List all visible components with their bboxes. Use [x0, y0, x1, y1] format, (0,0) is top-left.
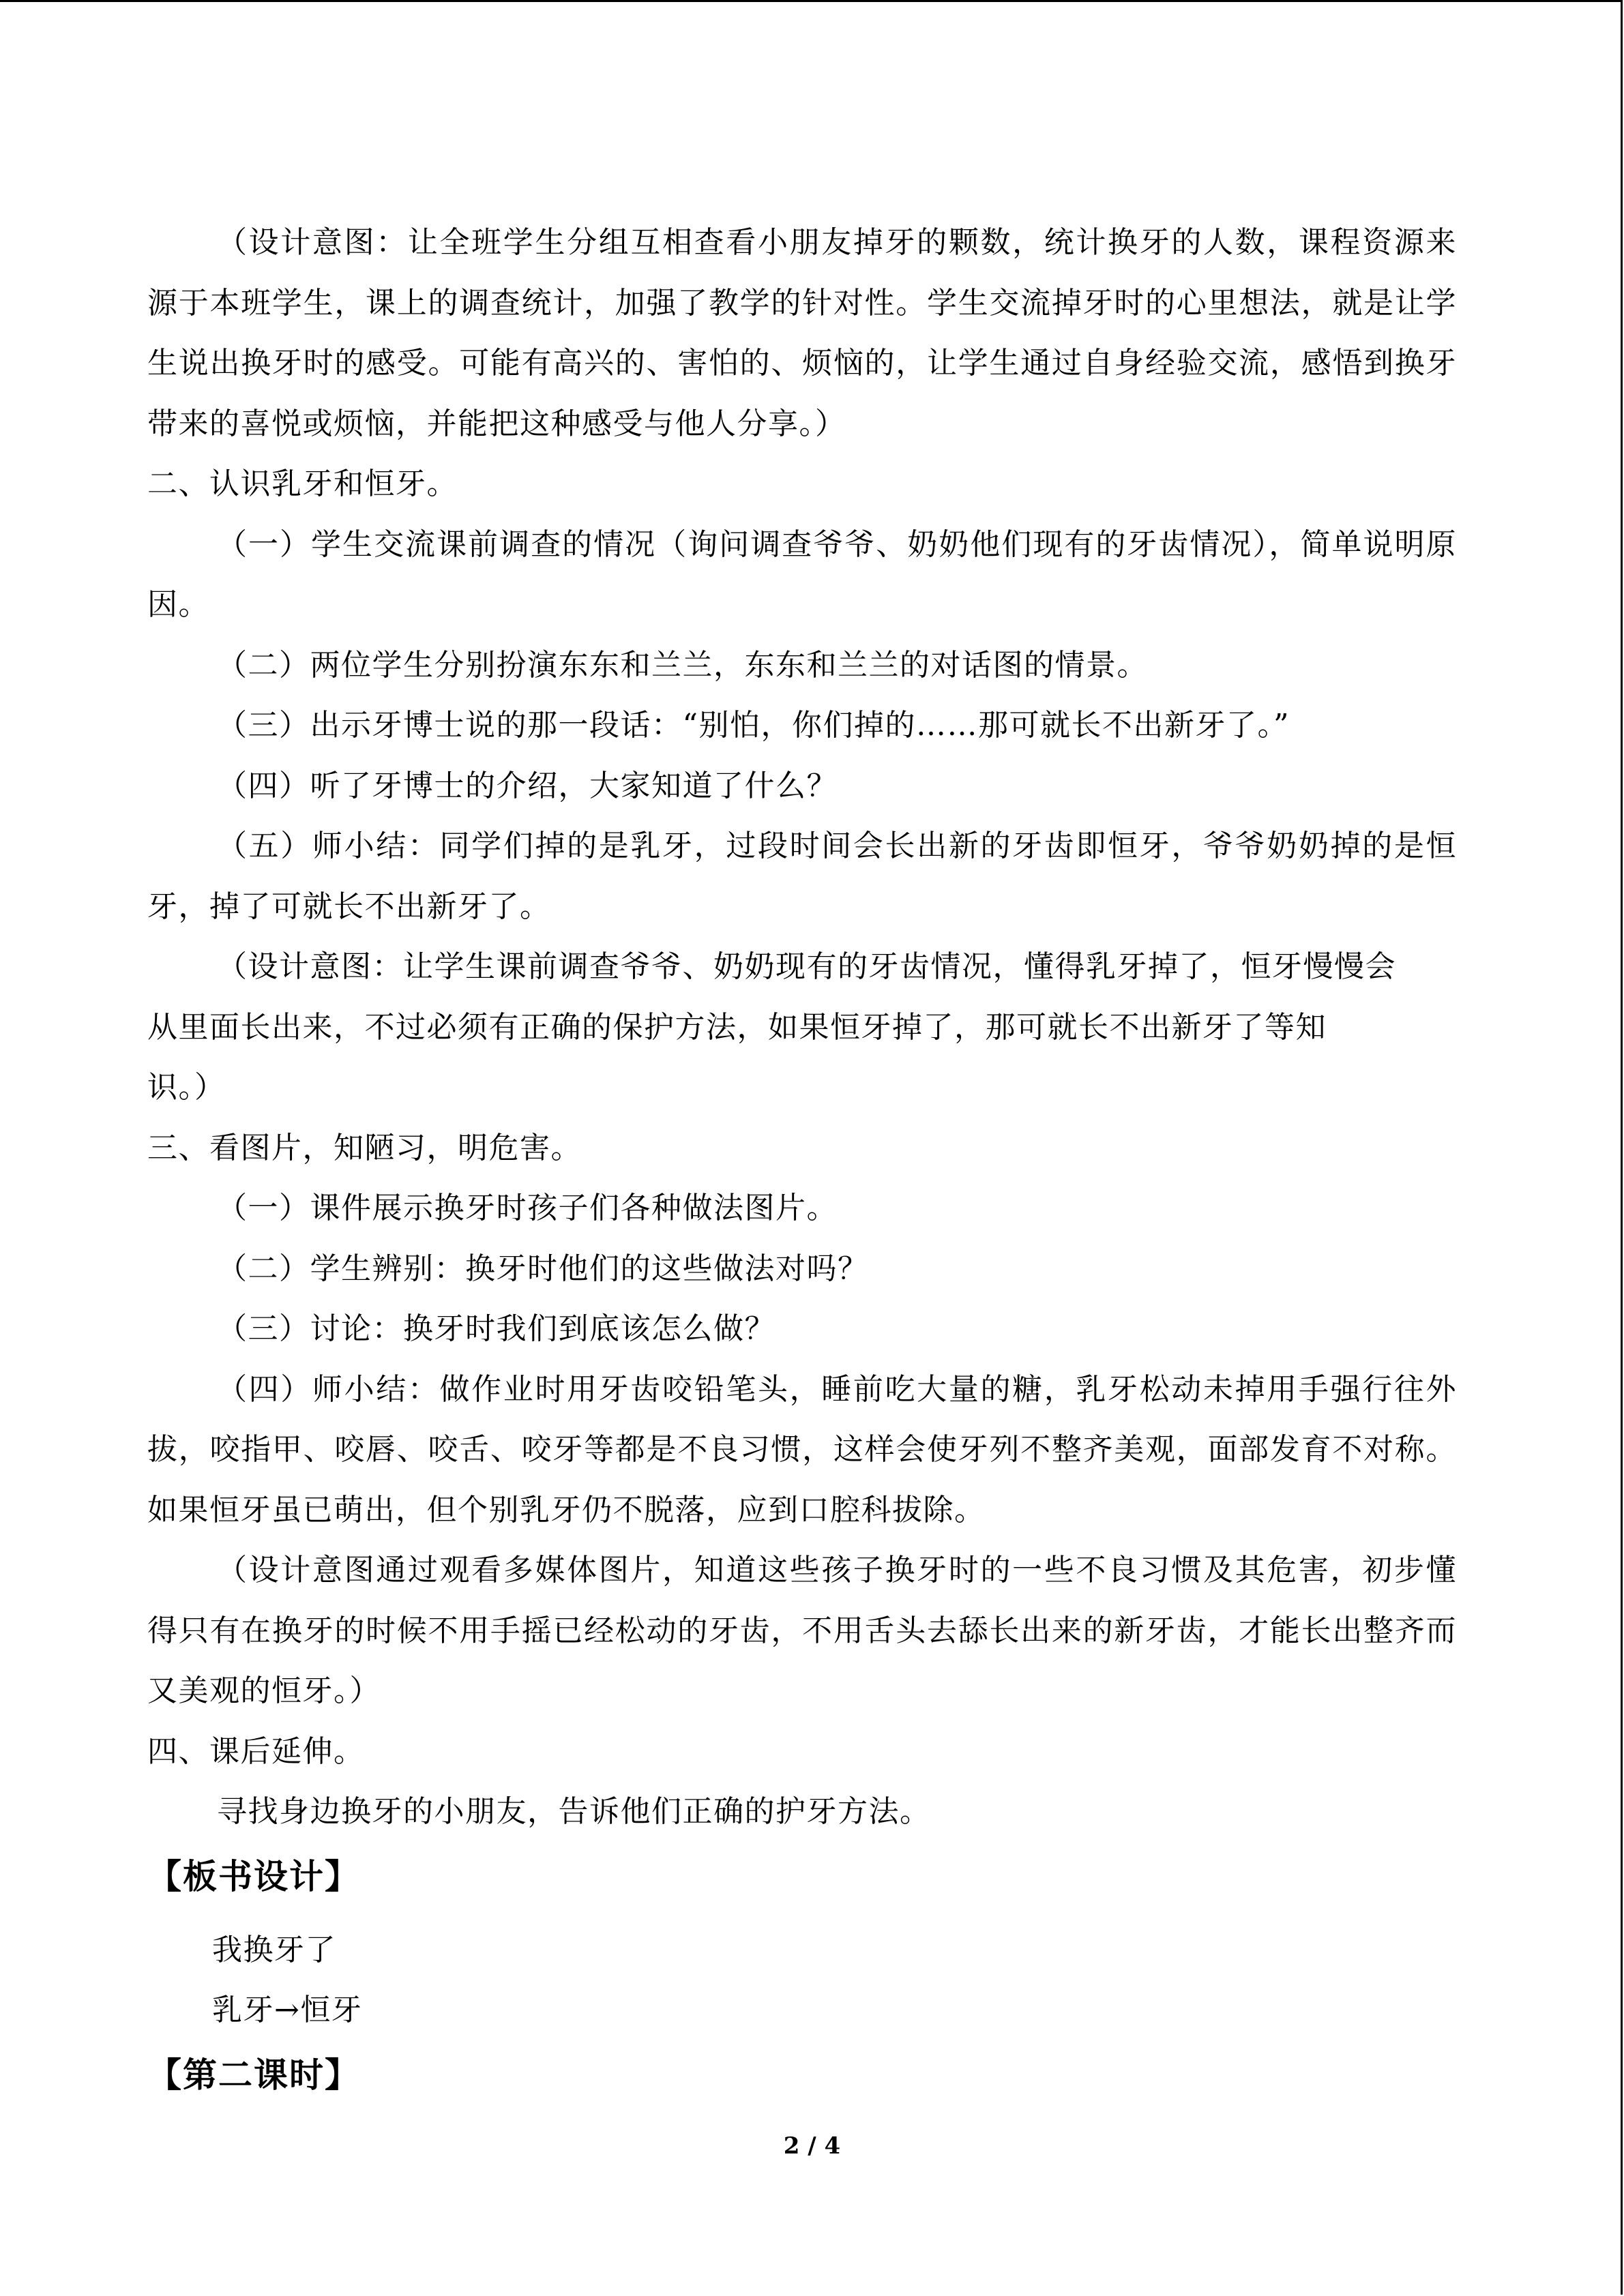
document-body [147, 213, 1457, 2109]
step-3-3: （三）讨论：换牙时我们到底该怎么做？ [217, 1311, 776, 1346]
design-intent-paragraph-1: （设计意图：让全班学生分组互相查看小朋友掉牙的颗数，统计换牙的人数，课程资源来源于本班学生，课上的调查统计，加强了教学的针对性。学生交流掉牙时的心里想法，就是让学生说出换牙时的感受。可能有高兴的、害怕的、烦恼的，让学生通过自身经验交流，感悟到换牙带来的喜悦或烦恼，并能把这种感受与他人分享。） [147, 225, 1457, 441]
board-line-1: 我换牙了 [212, 1932, 336, 1967]
step-4-1: 寻找身边换牙的小朋友，告诉他们正确的护牙方法。 [217, 1794, 931, 1829]
section-heading-2: 二、认识乳牙和恒牙。 [147, 466, 458, 501]
step-2-3: （三）出示牙博士说的那一段话：“别怕，你们掉的……那可就长不出新牙了。” [217, 708, 1290, 743]
design-intent-2-line-3: 识。） [147, 1070, 226, 1105]
step-2-2: （二）两位学生分别扮演东东和兰兰，东东和兰兰的对话图的情景。 [217, 647, 1148, 683]
step-3-2: （二）学生辨别：换牙时他们的这些做法对吗？ [217, 1251, 869, 1286]
design-intent-2-line-1: （设计意图：让学生课前调查爷爷、奶奶现有的牙齿情况，懂得乳牙掉了，恒牙慢慢会 [217, 949, 1396, 984]
design-intent-2-line-2: 从里面长出来，不过必须有正确的保护方法，如果恒牙掉了，那可就长不出新牙了等知 [147, 1009, 1327, 1045]
board-design-heading: 【板书设计】 [147, 1856, 360, 1896]
step-2-4: （四）听了牙博士的介绍，大家知道了什么？ [217, 768, 838, 803]
board-line-2: 乳牙→恒牙 [212, 1993, 363, 2027]
page-number: 2 / 4 [783, 2132, 841, 2160]
section-heading-3: 三、看图片，知陋习，明危害。 [147, 1130, 582, 1165]
section-heading-4: 四、课后延伸。 [147, 1733, 365, 1769]
step-2-5: （五）师小结：同学们掉的是乳牙，过段时间会长出新的牙齿即恒牙，爷爷奶奶掉的是恒牙，掉了可就长不出新牙了。 [147, 829, 1457, 924]
second-lesson-heading: 【第二课时】 [147, 2055, 360, 2095]
step-3-4: （四）师小结：做作业时用牙齿咬铅笔头，睡前吃大量的糖，乳牙松动未掉用手强行往外拔，咬指甲、咬唇、咬舌、咬牙等都是不良习惯，这样会使牙列不整齐美观，面部发育不对称。如果恒牙虽已萌出，但个别乳牙仍不脱落，应到口腔科拔除。 [147, 1371, 1457, 1527]
design-intent-paragraph-3: （设计意图通过观看多媒体图片，知道这些孩子换牙时的一些不良习惯及其危害，初步懂得只有在换牙的时候不用手摇已经松动的牙齿，不用舌头去舔长出来的新牙齿，才能长出整齐而又美观的恒牙。） [147, 1553, 1457, 1708]
step-2-1: （一）学生交流课前调查的情况（询问调查爷爷、奶奶他们现有的牙齿情况），简单说明原因。 [147, 526, 1457, 622]
step-3-1: （一）课件展示换牙时孩子们各种做法图片。 [217, 1191, 838, 1225]
